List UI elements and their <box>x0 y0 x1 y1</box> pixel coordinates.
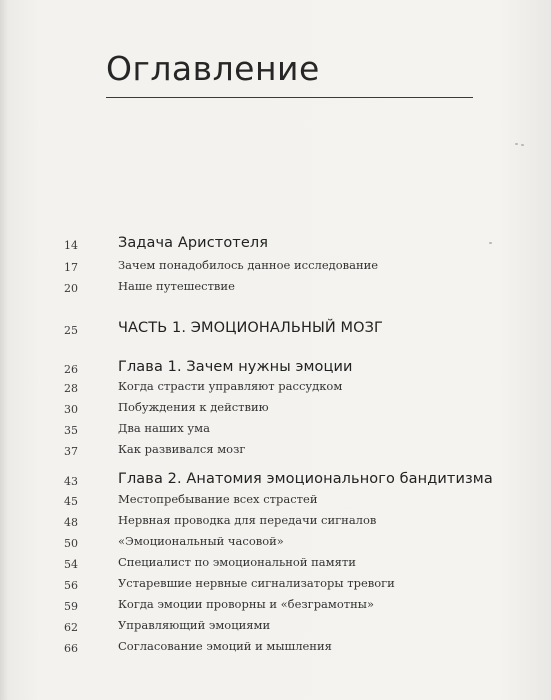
toc-title: Управляющий эмоциями <box>118 618 271 632</box>
toc-title: Согласование эмоций и мышления <box>118 639 332 653</box>
toc-page-number: 59 <box>64 600 78 613</box>
toc-entry <box>0 641 551 663</box>
toc-page-number: 26 <box>64 363 78 376</box>
toc-title: Глава 2. Анатомия эмоционального бандитизма <box>118 471 493 487</box>
toc-title: ЧАСТЬ 1. ЭМОЦИОНАЛЬНЫЙ МОЗГ <box>118 320 383 336</box>
toc-entry <box>0 236 551 258</box>
toc-title: Специалист по эмоциональной памяти <box>118 555 356 569</box>
toc-entry <box>0 381 551 403</box>
toc-title: Когда страсти управляют рассудком <box>118 379 343 393</box>
toc-page-number: 48 <box>64 516 78 529</box>
toc-page-number: 17 <box>64 261 78 274</box>
paper-speck <box>521 144 524 146</box>
toc-entry <box>0 423 551 445</box>
toc-title: Устаревшие нервные сигнализаторы тревоги <box>118 576 395 590</box>
toc-entry <box>0 599 551 621</box>
toc-page-number: 66 <box>64 642 78 655</box>
toc-page-number: 56 <box>64 579 78 592</box>
toc-title: Наше путешествие <box>118 279 235 293</box>
toc-page-number: 50 <box>64 537 78 550</box>
toc-page-number: 14 <box>64 239 78 252</box>
toc-page-number: 37 <box>64 445 78 458</box>
toc-title: Когда эмоции проворны и «безграмотны» <box>118 597 374 611</box>
toc-page-number: 45 <box>64 495 78 508</box>
toc-title: Как развивался мозг <box>118 442 246 456</box>
toc-page-number: 35 <box>64 424 78 437</box>
toc-title: Задача Аристотеля <box>118 235 269 251</box>
toc-page-number: 28 <box>64 382 78 395</box>
toc-title: Местопребывание всех страстей <box>118 492 318 506</box>
toc-page-number: 62 <box>64 621 78 634</box>
toc-page-number: 20 <box>64 282 78 295</box>
toc-page-number: 30 <box>64 403 78 416</box>
title-underline <box>106 97 473 98</box>
toc-title: Побуждения к действию <box>118 400 269 414</box>
toc-entry <box>0 281 551 303</box>
paper-speck <box>515 143 518 145</box>
toc-page-number: 25 <box>64 324 78 337</box>
page-title: Оглавление <box>106 49 320 88</box>
paper-speck <box>489 242 492 244</box>
toc-entry <box>0 321 551 343</box>
toc-title: Зачем понадобилось данное исследование <box>118 258 379 272</box>
toc-entry <box>0 444 551 466</box>
toc-title: «Эмоциональный часовой» <box>118 534 284 548</box>
toc-entry <box>0 402 551 424</box>
toc-title: Нервная проводка для передачи сигналов <box>118 513 377 527</box>
toc-entry <box>0 260 551 282</box>
toc-entry <box>0 472 551 494</box>
toc-page-number: 54 <box>64 558 78 571</box>
toc-title: Глава 1. Зачем нужны эмоции <box>118 359 353 375</box>
toc-page-number: 43 <box>64 475 78 488</box>
toc-title: Два наших ума <box>118 421 210 435</box>
